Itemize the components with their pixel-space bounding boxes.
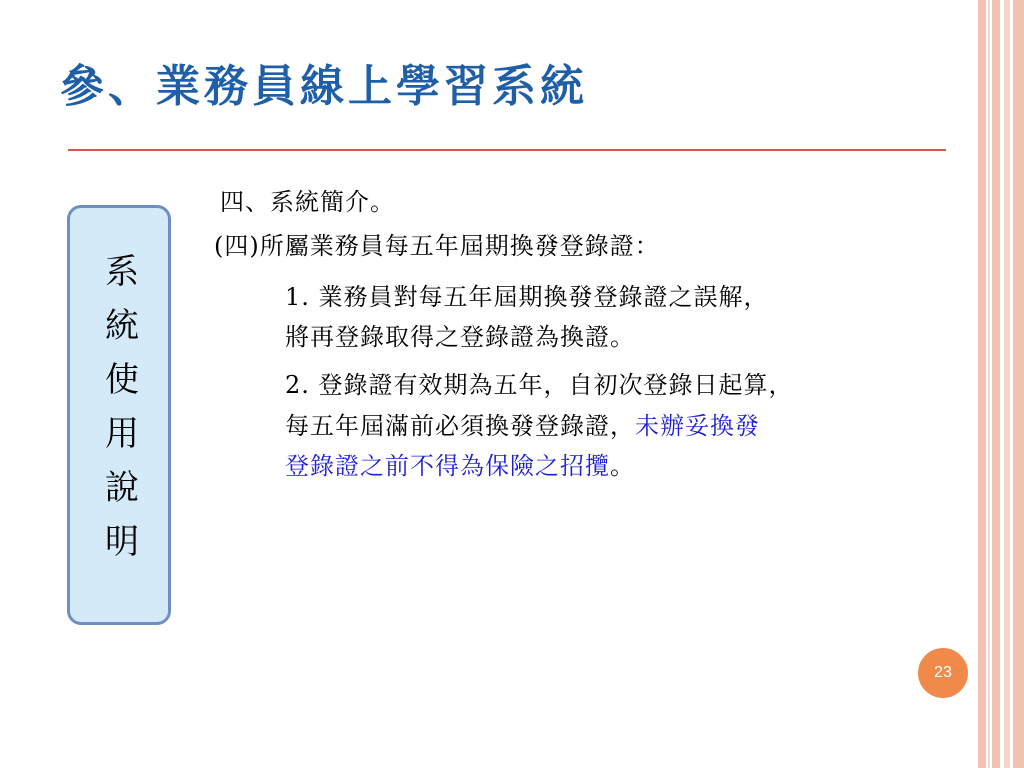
sidebar-label-box	[67, 205, 171, 625]
decor-stripe	[988, 0, 990, 768]
decor-stripe	[1013, 0, 1024, 768]
item-2-end-punct: 。	[610, 452, 635, 480]
item-2-text: 每五年屆滿前必須換發登錄證，	[285, 412, 635, 440]
decor-stripe	[1004, 0, 1010, 768]
subsection-heading: (四)所屬業務員每五年屆期換發登錄證：	[214, 232, 660, 260]
item-2-line-1: 2. 登錄證有效期為五年，自初次登錄日起算，	[285, 371, 794, 399]
item-2-highlight: 未辦妥換發	[635, 412, 760, 440]
decor-stripe	[978, 0, 986, 768]
item-2-line-2	[285, 410, 760, 442]
section-heading: 四、系統簡介。	[220, 188, 395, 216]
page-number-badge: 23	[918, 648, 968, 698]
item-1-line-1: 1. 業務員對每五年屆期換發登錄證之誤解，	[285, 283, 769, 311]
slide-title: 參、業務員線上學習系統	[60, 61, 588, 112]
title-divider	[68, 149, 946, 151]
item-2-line-3	[285, 450, 635, 482]
sidebar-label: 系統使用說明	[98, 253, 139, 577]
item-1-line-2: 將再登錄取得之登錄證為換證。	[285, 323, 635, 351]
item-2-highlight-cont: 登錄證之前不得為保險之招攬	[285, 452, 610, 480]
decor-stripe	[992, 0, 1000, 768]
